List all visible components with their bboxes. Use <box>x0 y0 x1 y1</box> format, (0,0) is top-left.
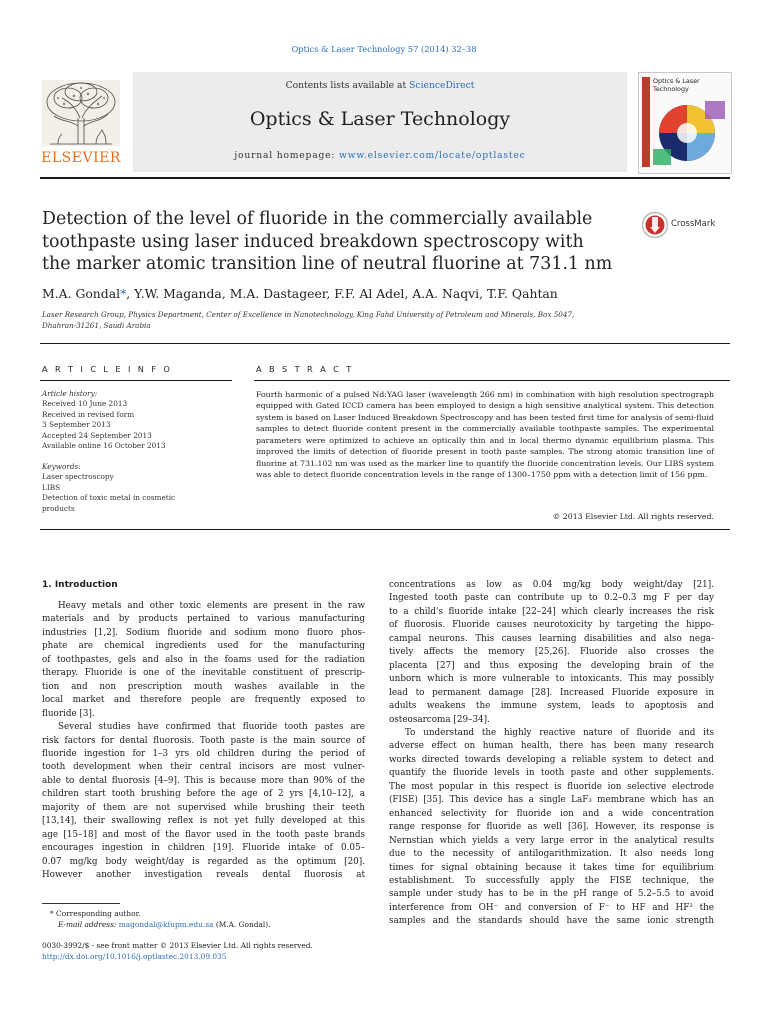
body-text-line: Ingested tooth paste can contribute up to 0.2–0.3 mg F per day <box>389 593 714 604</box>
body-text-line: Heavy metals and other toxic elements are present in the raw <box>58 601 365 611</box>
article-title <box>42 208 613 276</box>
history-item: Accepted 24 September 2013 <box>42 430 152 440</box>
body-text-line: (FISE) [35]. This device has a single LaF₃ membrane which has an <box>389 795 714 806</box>
first-author: M.A. Gondal <box>42 286 121 301</box>
history-item: 3 September 2013 <box>42 420 111 430</box>
body-text-line: tively affects the memory [25,26]. Fluoride also crosses the <box>389 647 714 658</box>
body-text-line: adults weakens the immune system, leads to apoptosis and <box>389 701 714 712</box>
body-column-left <box>42 600 365 883</box>
body-text-line: of toothpastes, gels and also in the foams used for the radiation <box>42 654 365 665</box>
history-item: Received in revised form <box>42 409 135 419</box>
body-text-line: [13,14], their swallowing reflex is not yet fully developed at this <box>42 816 365 827</box>
info-top-rule <box>40 343 730 344</box>
history-item: Received 10 June 2013 <box>42 399 128 409</box>
body-text-line: able to dental fluorosis [4–9]. This is because more than 90% of the <box>42 775 365 786</box>
body-text-line: materials and by products pertained to various manufacturing <box>42 614 365 625</box>
abstract-text: Fourth harmonic of a pulsed Nd:YAG laser (wavelength 266 nm) in combination with high resolution spectrograph equipped with Gated ICCD camera has been employed to design a high sensitive analytical system. This detection system is based on Laser Induced Breakdown Spectroscopy and has been tested first time for analysis of semi-fluid samples to detect fluoride content present in the commercially available toothpaste samples. The experimental parameters were optimized to achieve an optically thin and in local thermo dynamic equilibrium plasma. This improved the limits of detection of fluoride present in tooth paste samples. The strong atomic transition line of fluorine at 731.102 nm was used as the marker line to quantify the fluoride concentration levels. Our LIBS system was able to detect fluoride concentration levels in the range of 1300–1750 ppm with a detection limit of 156 ppm. <box>256 390 714 480</box>
other-authors: , Y.W. Maganda, M.A. Dastageer, F.F. Al Adel, A.A. Naqvi, T.F. Qahtan <box>126 286 558 301</box>
keywords <box>42 462 232 514</box>
body-text-line: encourages ingestion in children [19]. Fluoride intake of 0.05– <box>42 843 365 854</box>
body-text-line: unborn which is more vulnerable to intoxicants. This may possibly <box>389 674 714 685</box>
body-text-line: Nernstian which yields a very large error in the analytical results <box>389 835 714 846</box>
body-text-line: sample under study has to be in the pH range of 5.2–5.5 to avoid <box>389 889 714 900</box>
body-text-line: samples and the standards should have the same ionic strength <box>389 916 714 927</box>
keyword: products <box>42 503 75 513</box>
cover-title: Optics & Laser Technology <box>653 77 700 93</box>
body-text-line: age [15–18] and most of the flavor used in the tooth paste brands <box>42 829 365 840</box>
affiliation-line: Laser Research Group, Physics Department, Center of Excellence in Nanotechnology, King Fahd University of Petroleum and Minerals, Box 5047, <box>42 310 575 319</box>
abstract-end-rule <box>40 529 730 530</box>
cover-strip <box>642 77 650 167</box>
abstract-heading: A B S T R A C T <box>256 364 354 374</box>
body-text-line: osteosarcoma [29–34]. <box>389 714 490 725</box>
body-text-line: The most popular in this respect is fluoride ion selective electrode <box>389 781 714 792</box>
body-text-line: to a child's fluoride intake [22–24] which clearly increases the risk <box>389 606 714 617</box>
body-text-line: phate are chemical ingredients used for the manufacturing <box>42 641 365 652</box>
body-text-line: concentrations as low as 0.04 mg/kg body weight/day [21]. <box>389 580 714 590</box>
header-rule <box>40 177 730 179</box>
body-text-line: tooth development when their central incisors are most vulner- <box>42 762 365 773</box>
body-text-line: local market and therefore people are frequently exposed to <box>42 695 365 706</box>
body-text-line: range response for fluoride as well [36]. However, its response is <box>389 822 714 833</box>
homepage-line <box>133 150 627 161</box>
article-info-heading: A R T I C L E I N F O <box>42 364 173 374</box>
body-text-line: campal neurons. This causes learning disabilities and also nega- <box>389 633 714 644</box>
article-info-rule <box>40 380 232 381</box>
body-text-line: adverse effect on human health, there has been many research <box>389 741 714 752</box>
title-line: toothpaste using laser induced breakdown spectroscopy with <box>42 231 584 252</box>
journal-citation[interactable]: Optics & Laser Technology 57 (2014) 32–38 <box>291 44 477 54</box>
body-text-line: fluoride ingestion for 1–3 yrs old children during the period of <box>42 748 365 759</box>
footnote <box>42 908 271 930</box>
section-heading-introduction: 1. Introduction <box>42 580 118 590</box>
crossmark-label: CrossMark <box>671 219 716 229</box>
body-text-line: risk factors for dental fluorosis. Tooth paste is the main source of <box>42 735 365 746</box>
body-text-line: enhanced selectivity for fluoride ion and a wide concentration <box>389 808 714 819</box>
body-text-line: times for signal obtaining because it takes time for equilibrium <box>389 862 714 873</box>
email-suffix: (M.A. Gondal). <box>213 920 271 930</box>
keywords-label: Keywords: <box>42 462 81 471</box>
email-line <box>42 919 271 930</box>
doi-link[interactable]: http://dx.doi.org/10.1016/j.optlastec.2013.09.035 <box>42 952 227 962</box>
body-text-line: therapy. Fluoride is one of the inevitable constituent of prescrip- <box>42 668 365 679</box>
history-item: Available online 16 October 2013 <box>42 441 166 451</box>
author-email-link[interactable]: magondal@kfupm.edu.sa <box>118 920 214 930</box>
body-text-line: of fluorosis. Fluoride causes neurotoxicity by targeting the hippo- <box>389 620 714 631</box>
email-label: E-mail address: <box>58 920 119 930</box>
body-text-line: works directed towards developing a reliable system to detect and <box>389 754 714 765</box>
elsevier-wordmark: ELSEVIER <box>41 150 121 166</box>
body-text-line: quantify the fluoride levels in tooth paste and other supplements. <box>389 768 714 779</box>
contents-prefix: Contents lists available at <box>285 80 410 91</box>
body-text-line: establishment. To successfully apply the FISE technique, the <box>389 875 714 886</box>
corresponding-author-link[interactable]: * <box>120 286 127 301</box>
body-column-right <box>389 579 714 929</box>
keyword: Laser spectroscopy <box>42 472 114 482</box>
affiliation <box>42 309 602 331</box>
issn-line: 0030-3992/$ - see front matter © 2013 Elsevier Ltd. All rights reserved. <box>42 941 313 950</box>
abstract-rule <box>254 380 730 381</box>
crossmark-button[interactable] <box>641 211 729 239</box>
body-text-line: majority of them are not supervised while brushing their teeth <box>42 802 365 813</box>
title-line: Detection of the level of fluoride in the commercially available <box>42 209 593 229</box>
body-text-line: lead to permanent damage [28]. Increased Fluoride exposure in <box>389 687 714 698</box>
body-text-line: 0.07 mg/kg body weight/day is regarded as the optimum [20]. <box>42 856 365 867</box>
sciencedirect-link[interactable]: ScienceDirect <box>409 80 475 91</box>
journal-cover <box>638 72 732 174</box>
cover-artwork <box>653 97 727 167</box>
crossmark-icon <box>641 211 669 239</box>
body-text-line: children start tooth brushing before the age of 2 yrs [4,10–12], a <box>42 789 365 800</box>
keyword: Detection of toxic metal in cosmetic <box>42 493 176 503</box>
homepage-link[interactable]: www.elsevier.com/locate/optlastec <box>339 150 526 161</box>
corresponding-author-note: * Corresponding author. <box>50 909 141 918</box>
journal-title: Optics & Laser Technology <box>249 108 511 130</box>
body-text-line: industries [1,2]. Sodium fluoride and sodium mono fluoro phos- <box>42 627 365 638</box>
bottom-notes <box>42 940 313 962</box>
body-text-line: due to the necessity of antilogarithmization. It also needs long <box>389 849 714 860</box>
footnote-rule <box>42 903 120 904</box>
history-label: Article history: <box>42 389 98 398</box>
contents-line <box>133 80 627 91</box>
body-text-line: Several studies have confirmed that fluoride tooth pastes are <box>58 722 365 733</box>
body-text-line: To understand the highly reactive nature of fluoride and its <box>405 727 714 738</box>
body-text-line: placenta [27] and thus exposing the developing brain of the <box>389 660 714 671</box>
abstract-copyright: © 2013 Elsevier Ltd. All rights reserved. <box>552 512 714 521</box>
body-text-line: tion and non prescription mouth washes available in the <box>42 681 365 692</box>
body-text-line: However another investigation reveals dental fluorosis at <box>42 870 365 881</box>
affiliation-line: Dhahran-31261, Saudi Arabia <box>42 321 151 330</box>
article-history <box>42 389 232 451</box>
homepage-prefix: journal homepage: <box>234 150 340 161</box>
author-list <box>42 286 558 301</box>
keyword: LIBS <box>42 482 61 492</box>
body-text-line: interference from OH⁻ and conversion of F⁻ to HF and HF² the <box>389 902 714 913</box>
body-text-line: fluoride [3]. <box>42 708 95 719</box>
title-line: the marker atomic transition line of neutral fluorine at 731.1 nm <box>42 254 613 275</box>
